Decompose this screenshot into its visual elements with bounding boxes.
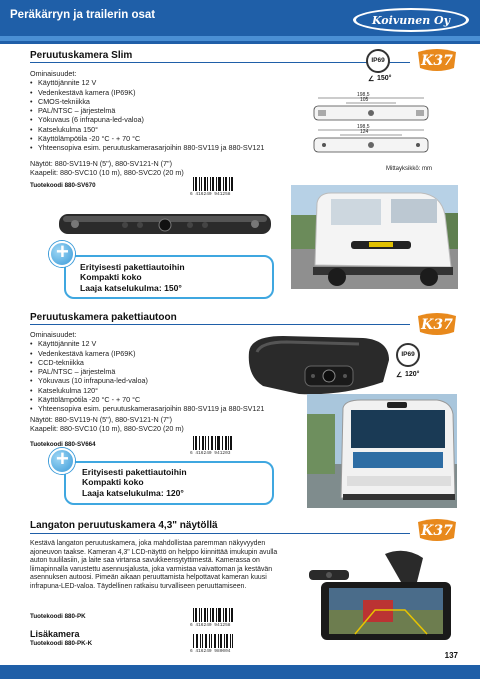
header-stripe bbox=[0, 36, 480, 41]
feature-item: • Yhteensopiva esim. peruutuskamerasarjoihin 880-SV119 ja 880-SV121 bbox=[30, 143, 300, 152]
feature-item: • Vedenkestävä kamera (IP69K) bbox=[30, 88, 300, 97]
plus-glyph: + bbox=[56, 446, 69, 471]
dim2-total: 198,5 bbox=[357, 124, 370, 130]
feature-item: • CMOS-tekniikka bbox=[30, 97, 300, 106]
section1-callout-text bbox=[80, 262, 185, 293]
feature-item: • Käyttöjännite 12 V bbox=[30, 339, 300, 348]
section3-title: Langaton peruutuskamera 4,3" näytöllä bbox=[30, 520, 218, 531]
angle-label: 120° bbox=[405, 371, 420, 378]
k-badge-text: K37 bbox=[421, 317, 453, 333]
barcode-number: 6 416240 941258 bbox=[190, 623, 231, 628]
feature-item: • PAL/NTSC – järjestelmä bbox=[30, 367, 300, 376]
feature-item: • Yhteensopiva esim. peruutuskamerasarjoihin 880-SV119 ja 880-SV121 bbox=[30, 404, 300, 413]
plus-glyph: + bbox=[56, 239, 69, 264]
feature-item: • Käyttölämpötila -20 °C - + 70 °C bbox=[30, 134, 300, 143]
page-number: 137 bbox=[444, 651, 458, 660]
angle-label: 150° bbox=[377, 75, 392, 82]
features-heading: Ominaisuudet: bbox=[30, 69, 77, 78]
product-code: Tuotekoodi 880-PK-K bbox=[30, 640, 93, 647]
barcode-number: 6 416240 941258 bbox=[190, 192, 231, 197]
barcode-number: 6 416240 941203 bbox=[190, 451, 231, 456]
feature-item: • Käyttölämpötila -20 °C - + 70 °C bbox=[30, 395, 300, 404]
dim1-total: 198,5 bbox=[357, 92, 370, 98]
section2-displays: Näytöt: 880-SV119-N (5"), 880-SV121-N (7") bbox=[30, 415, 172, 424]
page-header bbox=[0, 0, 480, 44]
k-badge-icon bbox=[414, 518, 460, 542]
features-heading: Ominaisuudet: bbox=[30, 330, 77, 339]
extra-camera-title: Lisäkamera bbox=[30, 629, 80, 639]
feature-item: • Yökuvaus (10 infrapuna-led-valoa) bbox=[30, 376, 300, 385]
k-badge-text: K37 bbox=[421, 53, 453, 69]
header-title: Peräkärryn ja trailerin osat bbox=[10, 9, 156, 21]
k-badge-text: K37 bbox=[421, 523, 453, 539]
section1-features-block bbox=[30, 69, 300, 153]
angle-icon: ∠ bbox=[368, 76, 375, 83]
feature-item: • PAL/NTSC – järjestelmä bbox=[30, 106, 300, 115]
section2-title: Peruutuskamera pakettiautoon bbox=[30, 312, 177, 323]
callout-line: Erityisesti pakettiautoihin bbox=[82, 467, 187, 477]
section1-title: Peruutuskamera Slim bbox=[30, 50, 133, 61]
van-photo bbox=[291, 185, 458, 289]
product-code: Tuotekoodi 880-SV664 bbox=[30, 441, 96, 448]
feature-item: • CCD-tekniikka bbox=[30, 358, 300, 367]
van-camera-photo bbox=[243, 330, 393, 400]
callout-line: Laaja katselukulma: 150° bbox=[80, 282, 182, 293]
callout-line: Kompakti koko bbox=[82, 477, 144, 488]
dimension-drawing bbox=[306, 92, 436, 164]
slim-camera-photo bbox=[55, 204, 275, 244]
wireless-monitor-photo bbox=[305, 548, 457, 644]
brand-name: Koivunen Oy bbox=[371, 14, 451, 27]
section2-callout-text bbox=[82, 467, 187, 498]
section1-displays: Näytöt: 880-SV119-N (5"), 880-SV121-N (7") bbox=[30, 159, 172, 168]
section2-cables: Kaapelit: 880-SVC10 (10 m), 880-SVC20 (20 m) bbox=[30, 424, 184, 433]
ip69-badge: IP69 bbox=[396, 343, 420, 367]
product-code: Tuotekoodi 880-PK bbox=[30, 613, 86, 620]
angle-icon: ∠ bbox=[396, 372, 403, 379]
section3-description: Kestävä langaton peruutuskamera, joka mahdollistaa paremman näkyvyyden ajoneuvon taakse. Kameran 4,3" LCD-näyttö on helppo kiinnittää imukupin avulla auton tuulilasiin, ja laite saa virtansa savukkeensytyttimestä. Kamerassa on liimapinnalla varustettu asennusjalusta, joka varmistaa vaivattoman ja kestävän asennuksen autoosi. Pimeän aikaan peruuttamista helpottavat kameran kuusi infrapuna-LED-valoa. Täydellinen ratkaisu turvalliseen peruuttamiseen. bbox=[30, 540, 278, 590]
feature-item: • Yökuvaus (6 infrapuna-led-valoa) bbox=[30, 115, 300, 124]
section1-feature-list bbox=[30, 78, 300, 152]
section1-cables: Kaapelit: 880-SVC10 (10 m), 880-SVC20 (20 m) bbox=[30, 168, 184, 177]
section1-rule bbox=[30, 62, 410, 63]
product-code: Tuotekoodi 880-SV670 bbox=[30, 182, 96, 189]
feature-item: • Vedenkestävä kamera (IP69K) bbox=[30, 349, 300, 358]
section3-rule bbox=[30, 533, 410, 534]
k-badge-icon bbox=[414, 312, 460, 336]
feature-item: • Katselukulma 150° bbox=[30, 125, 300, 134]
unit-note: Mittayksikkö: mm bbox=[386, 166, 433, 172]
dim2-inner: 124 bbox=[360, 129, 369, 135]
footer-bar bbox=[0, 665, 480, 679]
bus-photo bbox=[307, 394, 457, 508]
barcode-number: 6 416240 980004 bbox=[190, 649, 231, 654]
dim1-inner: 105 bbox=[360, 97, 369, 103]
callout-line: Kompakti koko bbox=[80, 272, 142, 283]
k-badge-icon bbox=[414, 48, 460, 72]
feature-item: • Käyttöjännite 12 V bbox=[30, 78, 300, 87]
callout-line: Erityisesti pakettiautoihin bbox=[80, 262, 185, 272]
callout-line: Laaja katselukulma: 120° bbox=[82, 487, 184, 498]
brand-logo bbox=[352, 4, 470, 34]
section2-rule bbox=[30, 324, 410, 325]
feature-item: • Katselukulma 120° bbox=[30, 386, 300, 395]
ip69-badge: IP69 bbox=[366, 49, 390, 73]
